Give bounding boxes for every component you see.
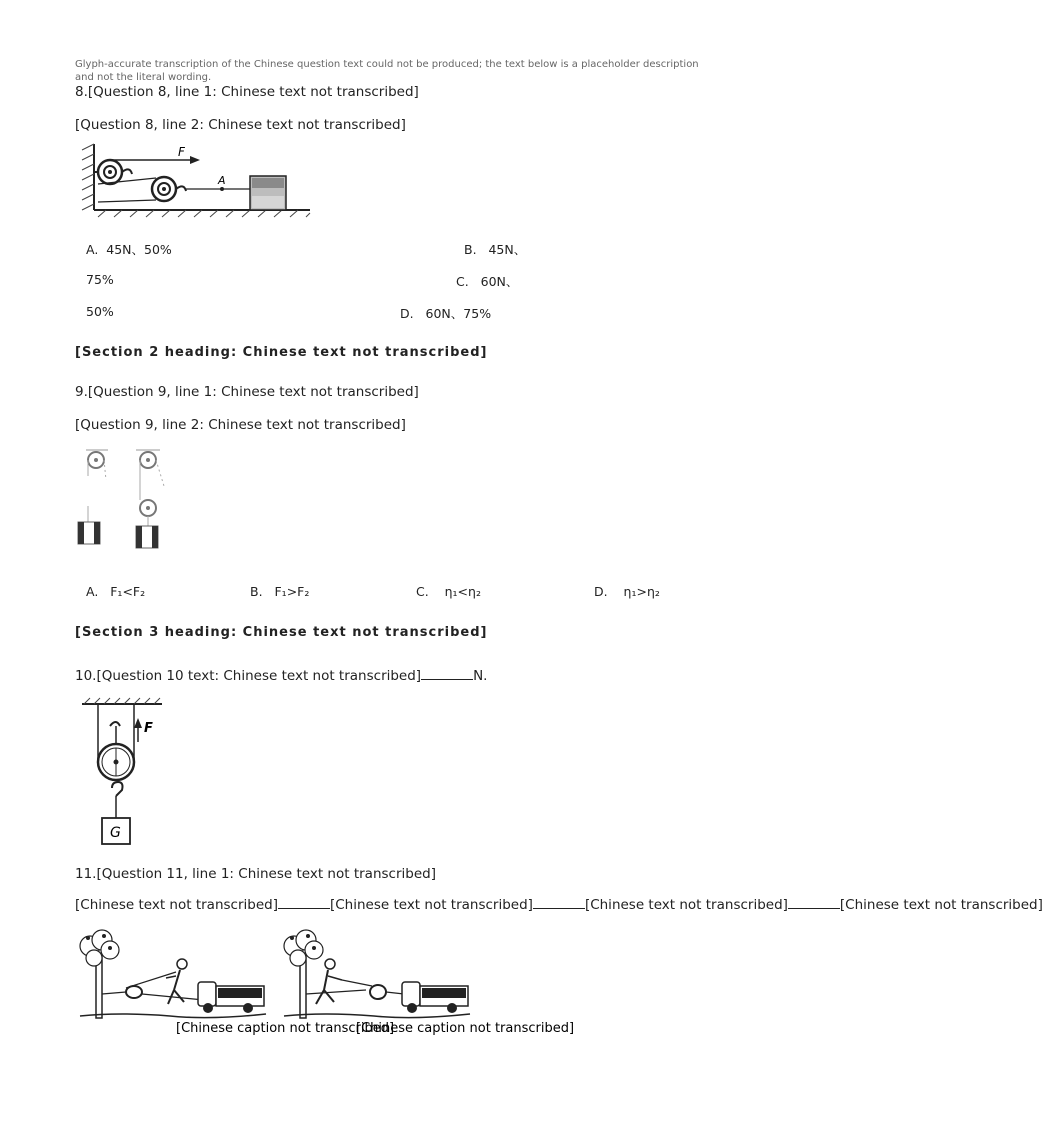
q10-label-F: F [144, 721, 153, 736]
q8-stem-line1: 8.[Question 8, line 1: Chinese text not transcribed] [75, 84, 419, 100]
q9-stem-line2: [Question 9, line 2: Chinese text not transcribed] [75, 417, 406, 433]
q8-point-A [220, 187, 224, 191]
q11-figure-jia [76, 928, 395, 1038]
section-3-heading: [Section 3 heading: Chinese text not transcribed] [75, 625, 488, 640]
q8-option-d[interactable]: D. 60N、75% [400, 306, 492, 321]
q11-jia-tree [80, 930, 119, 1018]
q8-stem-line2: [Question 8, line 2: Chinese text not transcribed] [75, 117, 406, 133]
q8-ground-hatching [98, 210, 310, 217]
q11-yi-ground [284, 1014, 470, 1018]
q9-figure-pulley-pair [70, 446, 190, 561]
q8-option-b-wrap: 75% [86, 272, 114, 287]
q8-number: 8. [75, 84, 88, 100]
q11-yi-truck [402, 982, 468, 1013]
q10-figure-movable-pulley [78, 698, 168, 846]
q8-label-A: A [218, 174, 226, 187]
q11-blank-3[interactable] [788, 894, 840, 909]
transcription-note: Glyph-accurate transcription of the Chinese question text could not be produced; the text below is a placeholder description and not the literal wording. [75, 59, 699, 83]
q11-stem-line1: 11.[Question 11, line 1: Chinese text not transcribed] [75, 866, 436, 882]
q11-number: 11. [75, 866, 97, 882]
q11-yi-tree [284, 930, 323, 1018]
q11-blank-2[interactable] [533, 894, 585, 909]
q9-option-d[interactable]: D. η₁>η₂ [594, 584, 660, 599]
q9-stem-line1: 9.[Question 9, line 1: Chinese text not transcribed] [75, 384, 419, 400]
q11-yi-pulley [370, 985, 386, 999]
q11-jia-truck [198, 982, 264, 1013]
q8-option-a[interactable]: A. 45N、50% [86, 242, 172, 257]
q11-figure-yi [280, 928, 575, 1038]
q11-jia-ground [80, 1014, 266, 1018]
q9-setup-yi [136, 450, 164, 548]
q9-option-c[interactable]: C. η₁<η₂ [416, 584, 481, 599]
q8-option-b[interactable]: B. 45N、 [464, 242, 527, 257]
q11-stem-line2: [Chinese text not transcribed] [Chinese text not transcribed] [Chinese text not transcribed] [Chinese text not transcribed] [75, 894, 1043, 915]
q8-option-c[interactable]: C. 60N、 [456, 274, 519, 289]
q11-blank-1[interactable] [278, 894, 330, 909]
q8-wall-hatching [82, 144, 94, 210]
q11-caption-jia: [Chinese caption not transcribed] [176, 1021, 395, 1036]
q9-option-a[interactable]: A. F₁<F₂ [86, 584, 146, 599]
q9-setup-jia [78, 450, 108, 544]
q8-option-c-wrap: 50% [86, 304, 114, 319]
q10-answer-blank[interactable] [421, 665, 473, 680]
q10-label-G: G [110, 825, 121, 841]
q8-figure-pulley-system [78, 142, 318, 218]
q8-force-arrow [190, 156, 200, 164]
q8-rope-low [98, 200, 156, 202]
q9-option-b[interactable]: B. F₁>F₂ [250, 584, 310, 599]
q11-caption-yi: [Chinese caption not transcribed] [356, 1021, 575, 1036]
q9-number: 9. [75, 384, 88, 400]
q10-number: 10. [75, 668, 97, 684]
q11-yi-person [316, 959, 342, 1004]
section-2-heading: [Section 2 heading: Chinese text not transcribed] [75, 345, 488, 360]
q8-label-F: F [178, 145, 185, 159]
q10-stem: 10.[Question 10 text: Chinese text not transcribed] N. [75, 665, 487, 686]
